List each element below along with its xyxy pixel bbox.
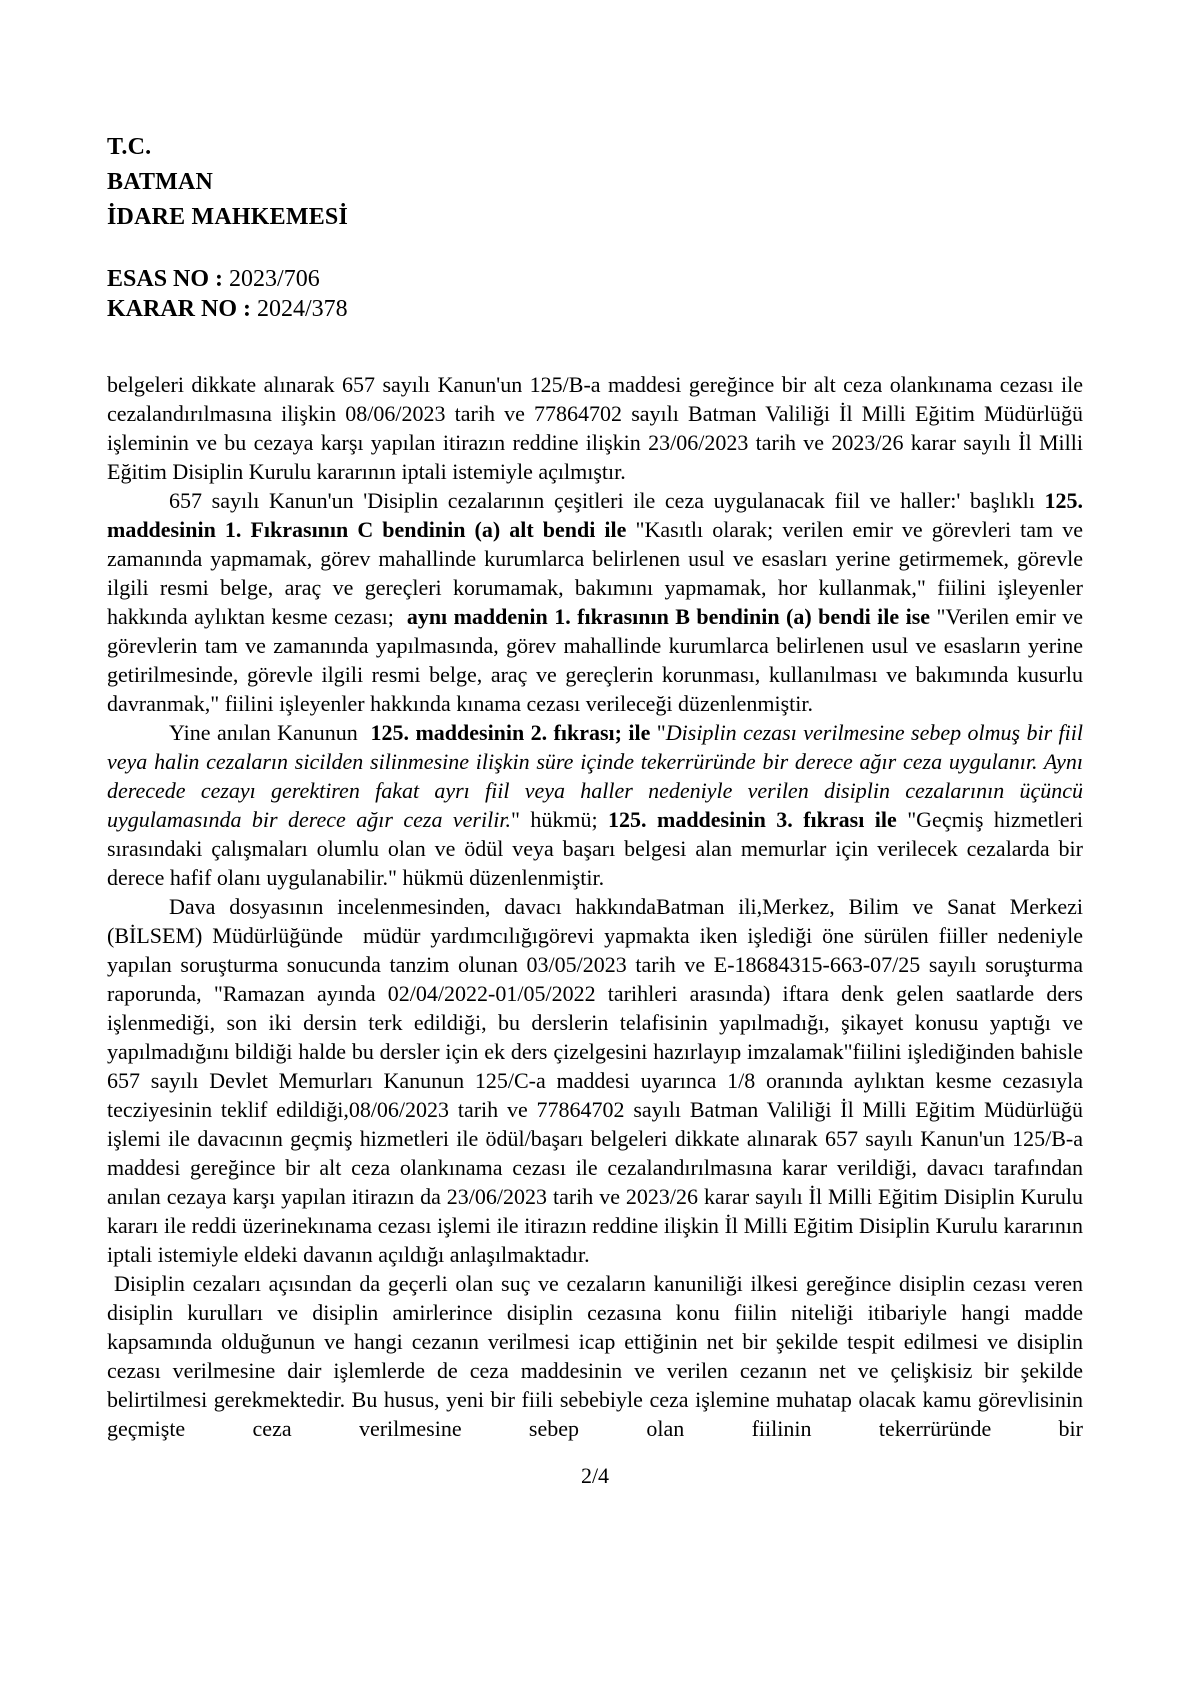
esas-no-value: 2023/706: [229, 266, 320, 292]
court-name: İDARE MAHKEMESİ: [107, 204, 349, 230]
text-run-italic: Disiplin cezası verilmesine sebep olmuş bir fiil veya halin cezaların sicilden silinmesine ilişkin süre içinde tekerrüründe bir derece ağır ceza uygulanır. Aynı derecede cezayı gerektiren fakat ayrı fiil veya haller nedeniyle verilen disiplin cezalarının üçüncü uygulamasında bir derece ağır ceza verilir.: [107, 720, 1084, 832]
karar-no-label: KARAR NO :: [107, 296, 251, 322]
paragraph-disiplin-cezalari: [107, 1269, 1083, 1443]
page-footer: [107, 1461, 1083, 1490]
text-run-normal: ": [650, 720, 666, 745]
text-run-normal: "Geçmiş hizmetleri sırasındaki çalışmaları olumlu olan ve ödül veya başarı belgesi alan memurlar için verilecek cezalarda bir derece hafif olanı uygulanabilir." hükmü düzenlenmiştir.: [107, 807, 1083, 890]
text-run-normal: belgeleri dikkate alınarak 657 sayılı Kanun'un 125/B-a maddesi gereğince bir alt ceza olankınama cezası ile cezalandırılmasına ilişkin 08/06/2023 tarih ve 77864702 sayılı Batman Valiliği İl Milli Eğitim Müdürlüğü işleminin ve bu cezaya karşı yapılan itirazın reddine ilişkin 23/06/2023 tarih ve 2023/26 karar sayılı İl Milli Eğitim Disiplin Kurulu kararının iptali istemiyle açılmıştır.: [107, 372, 1083, 484]
karar-no-value: 2024/378: [257, 296, 348, 322]
text-run-bold: aynı maddenin 1. fıkrasının B bendinin (a) bendi ile ise: [406, 604, 931, 629]
court-city: BATMAN: [107, 169, 214, 195]
court-header: [107, 130, 1083, 235]
paragraph-dava-dosyasi: [107, 892, 1083, 1269]
paragraph-madde-125-1: [107, 486, 1083, 718]
page-number: 2/4: [580, 1463, 610, 1488]
text-run-bold: 125. maddesinin 2. fıkrası; ile: [370, 720, 651, 745]
esas-no-label: ESAS NO :: [107, 266, 224, 292]
paragraph-madde-125-2-3: [107, 718, 1083, 892]
karar-no-row: [107, 294, 1083, 324]
text-run-normal: Disiplin cezaları açısından da geçerli olan suç ve cezaların kanuniliği ilkesi gereğince disiplin cezası veren disiplin kurulları ve disiplin amirlerince disiplin cezasına konu fiilin niteliği itibariyle hangi madde kapsamında olduğunun ve hangi cezanın verilmesi icap ettiğinin net bir şekilde tespit edilmesi ve disiplin cezası verilmesine dair işlemlerde de ceza maddesinin ve verilen cezanın net ve çelişkisiz bir şekilde belirtilmesi gerekmektedir. Bu husus, yeni bir fiili sebebiyle ceza işlemine muhatap olacak kamu görevlisinin geçmişte ceza verilmesine sebep olan fiilinin tekerrüründe bir: [107, 1271, 1083, 1441]
text-run-bold: 125. maddesinin 3. fıkrası ile: [608, 807, 897, 832]
text-run-normal: "Verilen emir ve görevlerin tam ve zamanında yapılmasında, görev mahallinde kurumlarca belirlenen usul ve esasların yerine getirilmesinde, görevle ilgili resmi belge, araç ve gereçlerin korunması, kullanılması ve bakımında kusurlu davranmak," fiilini işleyenler hakkında kınama cezası verileceği düzenlenmiştir.: [107, 604, 1084, 716]
text-run-normal: Yine anılan Kanunun: [169, 720, 371, 745]
text-run-normal: " hükmü;: [510, 807, 609, 832]
text-run-normal: "Kasıtlı olarak; verilen emir ve görevleri tam ve zamanında yapmamak, görev mahallinde kurumlarca belirlenen usul ve esasları yerine getirmemek, görevle ilgili resmi belge, araç ve gereçleri korumamak, bakımını yapmamak, hor kullanmak," fiilini işleyenler hakkında aylıktan kesme cezası;: [107, 517, 1084, 629]
text-run-normal: 657 sayılı Kanun'un 'Disiplin cezalarının çeşitleri ile ceza uygulanacak fiil ve haller:' başlıklı: [169, 488, 1045, 513]
esas-no-row: [107, 264, 1083, 294]
state-abbreviation: T.C.: [107, 134, 152, 160]
case-numbers: [107, 264, 1083, 324]
text-run-normal: Dava dosyasının incelenmesinden, davacı hakkındaBatman ili,Merkez, Bilim ve Sanat Merkezi (BİLSEM) Müdürlüğünde müdür yardımcılığıgörevi yapmakta iken işlediği öne sürülen fiiller nedeniyle yapılan soruşturma sonucunda tanzim olunan 03/05/2023 tarih ve E-18684315-663-07/25 sayılı soruşturma raporunda, "Ramazan ayında 02/04/2022-01/05/2022 tarihleri arasında) iftara denk gelen saatlarde ders işlenmediği, son iki dersin terk edildiği, bu derslerin telafisinin yapılmadığı, şikayet konusu yaptığı ve yapılmadığını bildiği halde bu dersler için ek ders çizelgesini hazırlayıp imzalamak"fiilini işlediğinden bahisle 657 sayılı Devlet Memurları Kanunun 125/C-a maddesi uyarınca 1/8 oranında aylıktan kesme cezasıyla tecziyesinin teklif edildiği,08/06/2023 tarih ve 77864702 sayılı Batman Valiliği İl Milli Eğitim Müdürlüğü işlemi ile davacının geçmiş hizmetleri ile ödül/başarı belgeleri dikkate alınarak 657 sayılı Kanun'un 125/B-a maddesi gereğince bir alt ceza olankınama cezası ile cezalandırılmasına karar verildiği, davacı tarafından anılan cezaya karşı yapılan itirazın da 23/06/2023 tarih ve 2023/26 karar sayılı İl Milli Eğitim Disiplin Kurulu kararı ile reddi üzerinekınama cezası işlemi ile itirazın reddine ilişkin İl Milli Eğitim Disiplin Kurulu kararının iptali istemiyle eldeki davanın açıldığı anlaşılmaktadır.: [107, 894, 1083, 1267]
paragraph-intro: [107, 370, 1083, 486]
document-body: [107, 370, 1083, 1443]
text-run-bold: 125. maddesinin 1. Fıkrasının C bendinin (a) alt bendi ile: [107, 488, 1083, 542]
